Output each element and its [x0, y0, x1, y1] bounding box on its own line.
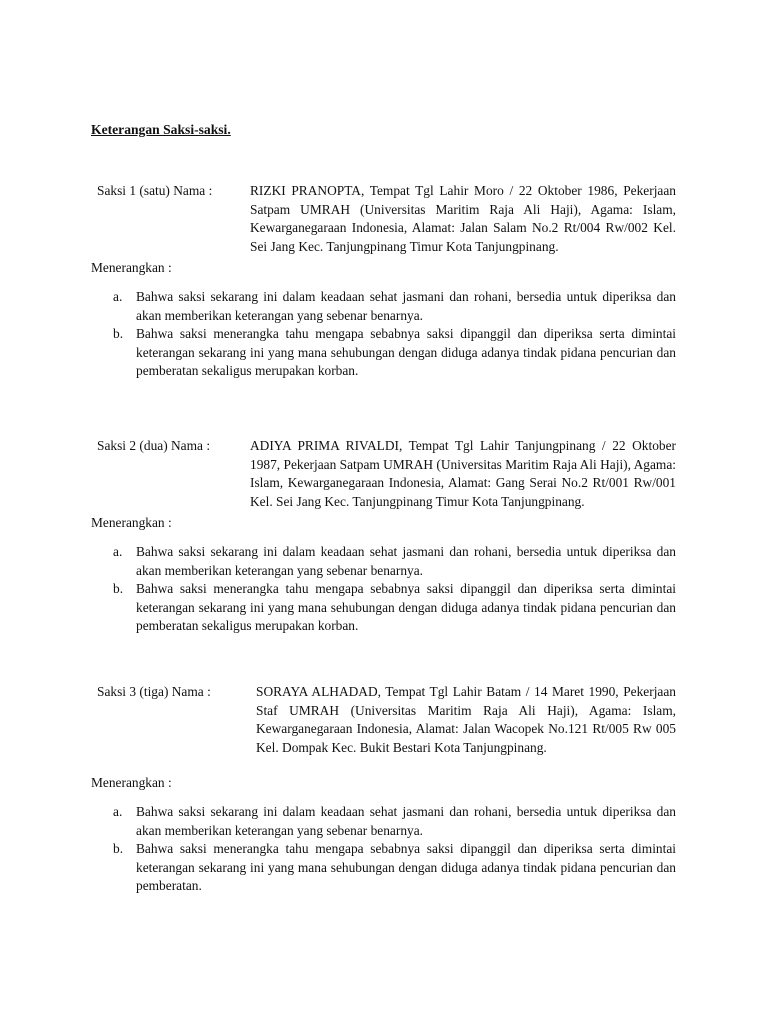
- statement-letter: a.: [113, 543, 123, 559]
- witness-label: Saksi 2 (dua) Nama :: [97, 438, 211, 453]
- menerangkan-label: Menerangkan :: [91, 515, 172, 531]
- statement-list: [91, 543, 676, 636]
- statement-text: Bahwa saksi sekarang ini dalam keadaan sehat jasmani dan rohani, bersedia untuk diperiksa dan akan memberikan keterangan yang sebenar benarnya.: [136, 543, 676, 578]
- menerangkan-label: Menerangkan :: [91, 775, 172, 791]
- page-title: Keterangan Saksi-saksi.: [91, 122, 231, 137]
- statement-letter: a.: [113, 288, 123, 304]
- menerangkan-label: Menerangkan :: [91, 260, 172, 276]
- witness-details: ADIYA PRIMA RIVALDI, Tempat Tgl Lahir Tanjungpinang / 22 Oktober 1987, Pekerjaan Satpam UMRAH (Universitas Maritim Raja Ali Haji), Agama: Islam, Kewarganegaraan Indonesia, Alamat: Gang Serai No.2 Rt/001 Rw/001 Kel. Sei Jang Kec. Tanjungpinang Timur Kota Tanjungpinang.: [250, 438, 676, 509]
- witness-identity-row: [91, 683, 676, 757]
- witness-identity-row: [91, 182, 676, 256]
- witness-details: RIZKI PRANOPTA, Tempat Tgl Lahir Moro / 22 Oktober 1986, Pekerjaan Satpam UMRAH (Universitas Maritim Raja Ali Haji), Agama: Islam, Kewarganegaraan Indonesia, Alamat: Jalan Salam No.2 Rt/004 Rw/002 Kel. Sei Jang Kec. Tanjungpinang Timur Kota Tanjungpinang.: [250, 183, 676, 254]
- statement-text: Bahwa saksi menerangka tahu mengapa sebabnya saksi dipanggil dan diperiksa serta dimintai keterangan sekarang ini yang mana sehubungan dengan diduga adanya tindak pidana pencurian dan pemberatan.: [136, 841, 676, 894]
- statement-list: [91, 288, 676, 381]
- witness-label: Saksi 3 (tiga) Nama :: [97, 684, 211, 699]
- statement-text: Bahwa saksi menerangka tahu mengapa sebabnya saksi dipanggil dan diperiksa serta dimintai keterangan sekarang ini yang mana sehubungan dengan diduga adanya tindak pidana pencurian dan pemberatan sekaligus merupakan korban.: [136, 326, 676, 379]
- statement-text: Bahwa saksi menerangka tahu mengapa sebabnya saksi dipanggil dan diperiksa serta dimintai keterangan sekarang ini yang mana sehubungan dengan diduga adanya tindak pidana pencurian dan pemberatan sekaligus merupakan korban.: [136, 581, 676, 634]
- statement-letter: a.: [113, 803, 123, 819]
- statement-item: [113, 543, 676, 580]
- statement-item: [113, 325, 676, 381]
- statement-list: [91, 803, 676, 896]
- statement-item: [113, 288, 676, 325]
- witness-section-1: [91, 182, 676, 381]
- statement-text: Bahwa saksi sekarang ini dalam keadaan sehat jasmani dan rohani, bersedia untuk diperiksa dan akan memberikan keterangan yang sebenar benarnya.: [136, 803, 676, 838]
- statement-item: [113, 580, 676, 636]
- statement-text: Bahwa saksi sekarang ini dalam keadaan sehat jasmani dan rohani, bersedia untuk diperiksa dan akan memberikan keterangan yang sebenar benarnya.: [136, 288, 676, 323]
- statement-letter: b.: [113, 581, 124, 597]
- witness-label: Saksi 1 (satu) Nama :: [97, 183, 213, 198]
- witness-section-3: [91, 683, 676, 896]
- statement-letter: b.: [113, 841, 124, 857]
- witness-details: SORAYA ALHADAD, Tempat Tgl Lahir Batam / 14 Maret 1990, Pekerjaan Staf UMRAH (Universitas Maritim Raja Ali Haji), Agama: Islam, Kewarganegaraan Indonesia, Alamat: Jalan Wacopek No.121 Rt/005 Rw 005 Kel. Dompak Kec. Bukit Bestari Kota Tanjungpinang.: [256, 684, 676, 755]
- witness-identity-row: [91, 437, 676, 511]
- witness-section-2: [91, 437, 676, 636]
- statement-item: [113, 803, 676, 840]
- statement-letter: b.: [113, 326, 124, 342]
- statement-item: [113, 840, 676, 896]
